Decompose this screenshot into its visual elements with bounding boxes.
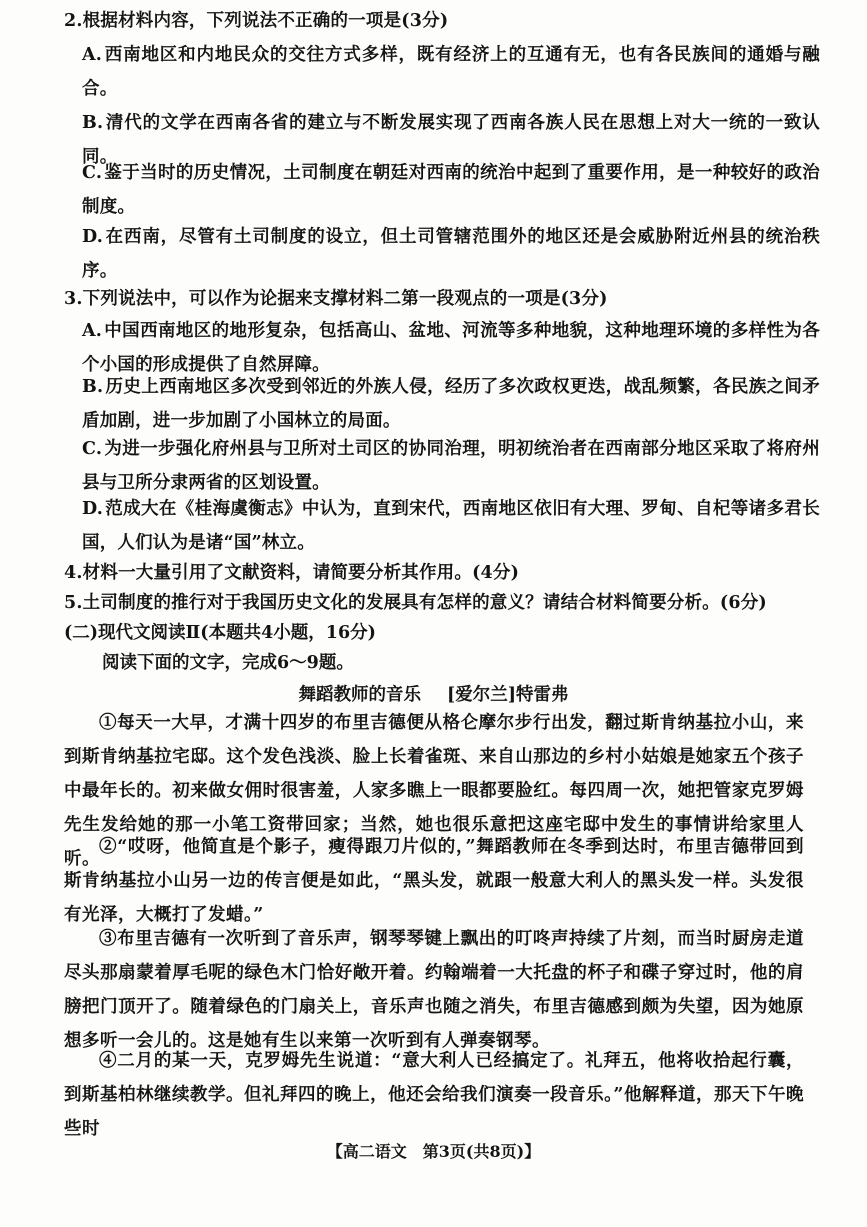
option-text: 为进一步强化府州县与卫所对土司区的协同治理，明初统治者在西南部分地区采取了将府州县与卫所分隶两省的区划设置。 [82,439,820,493]
option-letter: D. [82,499,104,519]
question-3-option-d [82,492,820,560]
option-letter: D. [82,227,104,247]
option-letter: C. [82,163,103,183]
article-title: 舞蹈教师的音乐 [298,685,421,705]
option-text: 历史上西南地区多次受到邻近的外族人侵，经历了多次政权更迭，战乱频繁，各民族之间矛盾加剧，进一步加剧了小国林立的局面。 [82,377,820,431]
option-letter: B. [82,377,104,397]
option-letter: A. [82,45,103,65]
page-footer: 【高二语文 第3页(共8页)】 [326,1142,541,1161]
section-heading: (二)现代文阅读Ⅱ(本题共4小题，16分) [64,623,376,643]
question-5: 5.土司制度的推行对于我国历史文化的发展具有怎样的意义？请结合材料简要分析。(6分) [64,593,767,613]
option-letter: B. [82,113,104,133]
option-text: 西南地区和内地民众的交往方式多样，既有经济上的互通有无，也有各民族间的通婚与融合。 [82,45,820,99]
article-author: [爱尔兰]特雷弗 [446,685,569,705]
question-3-stem: 3.下列说法中，可以作为论据来支撑材料二第一段观点的一项是(3分) [64,289,608,309]
article-paragraph-2: ②“哎呀，他简直是个影子，瘦得跟刀片似的，”舞蹈教师在冬季到达时，布里吉德带回到斯肯纳基拉小山另一边的传言便是如此，“黑头发，就跟一般意大利人的黑头发一样。头发很有光泽，大概打了发蜡。” [64,837,804,925]
option-text: 在西南，尽管有土司制度的设立，但土司管辖范围外的地区还是会威胁附近州县的统治秩序。 [82,227,820,281]
option-text: 中国西南地区的地形复杂，包括高山、盆地、河流等多种地貌，这种地理环境的多样性为各个小国的形成提供了自然屏障。 [82,321,820,375]
option-text: 鉴于当时的历史情况，土司制度在朝廷对西南的统治中起到了重要作用，是一种较好的政治制度。 [82,163,820,217]
article-paragraph-4: ④二月的某一天，克罗姆先生说道：“意大利人已经搞定了。礼拜五，他将收拾起行囊，到斯基柏林继续教学。但礼拜四的晚上，他还会给我们演奏一段音乐。”他解释道，那天下午晚些时 [64,1051,804,1139]
question-2-stem: 2.根据材料内容，下列说法不正确的一项是(3分) [64,11,449,31]
article-paragraph-1: ①每天一大早，才满十四岁的布里吉德便从格仑摩尔步行出发，翻过斯肯纳基拉小山，来到斯肯纳基拉宅邸。这个发色浅淡、脸上长着雀斑、来自山那边的乡村小姑娘是她家五个孩子中最年长的。初来做女佣时很害羞，人家多瞧上一眼都要脸红。每四周一次，她把管家克罗姆先生发给她的那一小笔工资带回家；当然，她也很乐意把这座宅邸中发生的事情讲给家里人听。 [64,713,804,869]
question-4: 4.材料一大量引用了文献资料，请简要分析其作用。(4分) [64,563,520,583]
option-text: 范成大在《桂海虞衡志》中认为，直到宋代，西南地区依旧有大理、罗甸、自杞等诸多君长国，人们认为是诸“国”林立。 [82,499,820,553]
option-text: 清代的文学在西南各省的建立与不断发展实现了西南各族人民在思想上对大一统的一致认同。 [82,113,820,167]
option-letter: C. [82,439,103,459]
article-paragraph-3: ③布里吉德有一次听到了音乐声，钢琴琴键上飘出的叮咚声持续了片刻，而当时厨房走道尽头那扇蒙着厚毛呢的绿色木门恰好敞开着。约翰端着一大托盘的杯子和碟子穿过时，他的肩膀把门顶开了。随着绿色的门扇关上，音乐声也随之消失，布里吉德感到颇为失望，因为她原想多听一会儿的。这是她有生以来第一次听到有人弹奏钢琴。 [64,929,804,1051]
option-letter: A. [82,321,103,341]
question-3-option-b [82,370,820,438]
question-2-option-a [82,38,820,106]
section-instruction: 阅读下面的文字，完成6～9题。 [102,653,354,673]
question-2-option-d [82,220,820,288]
question-2-option-c [82,156,820,224]
question-3-option-c [82,432,820,500]
